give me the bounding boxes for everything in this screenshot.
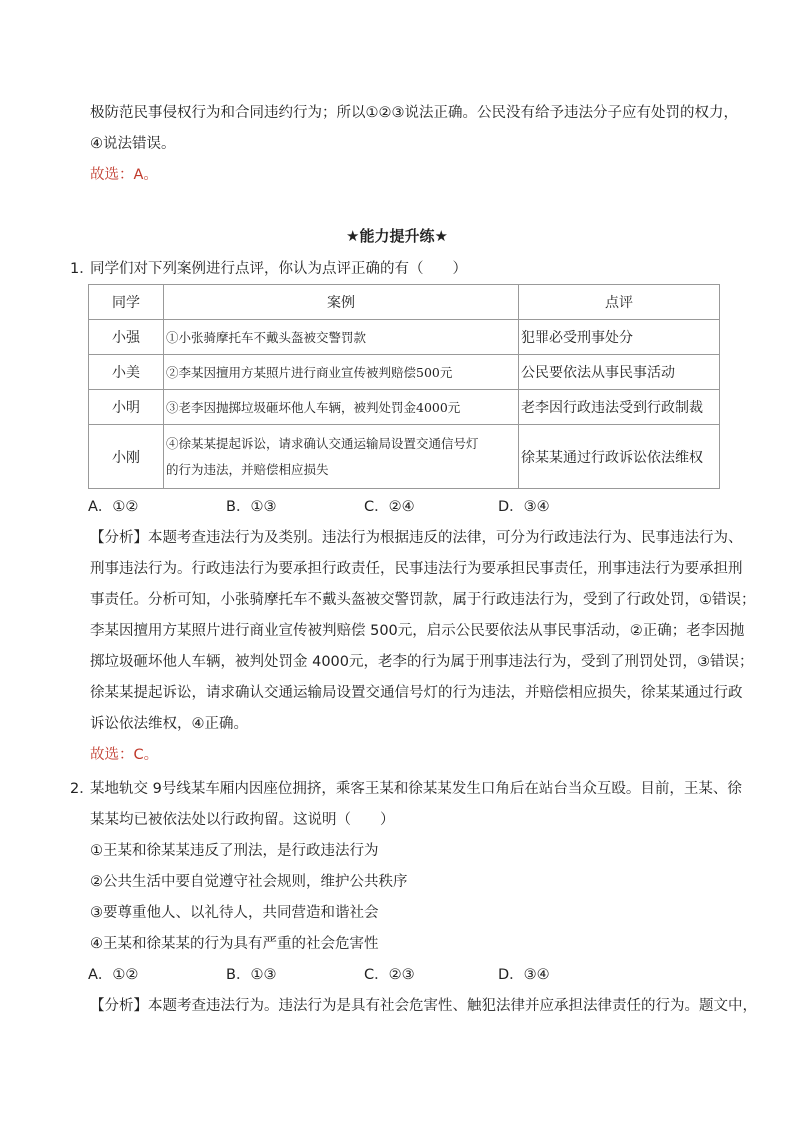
cell-case: ①小张骑摩托车不戴头盔被交警罚款 (164, 320, 519, 355)
analysis-line: 刑事违法行为。行政违法行为要承担行政责任，民事违法行为要承担民事责任，刑事违法行为要承担刑 (90, 561, 743, 577)
statement-item: ①王某和徐某某违反了刑法，是行政违法行为 (90, 843, 379, 859)
option-b: B．①③ (226, 967, 277, 983)
analysis-line: 诉讼依法维权，④正确。 (90, 716, 248, 732)
cell-case: ③老李因抛掷垃圾砸坏他人车辆，被判处罚金4000元 (164, 390, 519, 425)
answer-line: 故选：C。 (90, 747, 159, 763)
statement-item: ④王某和徐某某的行为具有严重的社会危害性 (90, 936, 379, 952)
table-header-row (89, 285, 720, 320)
cell-case-line: 的行为违法，并赔偿相应损失 (166, 461, 329, 477)
cell-comment: 犯罪必受刑事处分 (519, 320, 720, 355)
case-table (88, 284, 720, 489)
option-c: C．②④ (364, 499, 415, 515)
question-stem: 某某均已被依法处以行政拘留。这说明（ ） (90, 812, 395, 828)
option-d: D．③④ (498, 499, 550, 515)
header-case: 案例 (164, 285, 519, 320)
analysis-line: 【分析】本题考查违法行为及类别。违法行为根据违反的法律，可分为行政违法行为、民事违法行为、 (90, 530, 743, 546)
cell-student: 小强 (89, 320, 164, 355)
cell-comment: 徐某某通过行政诉讼依法维权 (519, 425, 720, 489)
analysis-line: 掷垃圾砸坏他人车辆，被判处罚金 4000元，老李的行为属于刑事违法行为，受到了刑罚处罚，③错误； (90, 654, 754, 670)
analysis-line: 【分析】本题考查违法行为。违法行为是具有社会危害性、触犯法律并应承担法律责任的行为。题文中， (90, 998, 757, 1014)
option-a: A．①② (88, 499, 139, 515)
cell-student: 小美 (89, 355, 164, 390)
question-stem: 某地轨交 9号线某车厢内因座位拥挤，乘客王某和徐某某发生口角后在站台当众互殴。目前，王某、徐 (90, 781, 742, 797)
table-row (89, 355, 720, 390)
cell-comment: 老李因行政违法受到行政制裁 (519, 390, 720, 425)
cell-comment: 公民要依法从事民事活动 (519, 355, 720, 390)
answer-line: 故选：A。 (90, 167, 158, 183)
question-stem: 同学们对下列案例进行点评，你认为点评正确的有（ ） (90, 261, 467, 277)
analysis-line: 极防范民事侵权行为和合同违约行为；所以①②③说法正确。公民没有给予违法分子应有处罚的权力， (90, 105, 738, 121)
option-c: C．②③ (364, 967, 415, 983)
table-row (89, 425, 720, 489)
question-number: 1． (70, 261, 94, 277)
cell-case-line: ④徐某某提起诉讼，请求确认交通运输局设置交通信号灯 (166, 435, 479, 451)
table-row (89, 390, 720, 425)
statement-item: ③要尊重他人、以礼待人，共同营造和谐社会 (90, 905, 379, 921)
cell-case: ②李某因擅用方某照片进行商业宣传被判赔偿500元 (164, 355, 519, 390)
analysis-line: 事责任。分析可知，小张骑摩托车不戴头盔被交警罚款，属于行政违法行为，受到了行政处罚，①错误； (90, 592, 756, 608)
analysis-line: 徐某某提起诉讼，请求确认交通运输局设置交通信号灯的行为违法，并赔偿相应损失，徐某某通过行政 (90, 685, 743, 701)
option-b: B．①③ (226, 499, 277, 515)
option-a: A．①② (88, 967, 139, 983)
header-student: 同学 (89, 285, 164, 320)
option-d: D．③④ (498, 967, 550, 983)
cell-student: 小明 (89, 390, 164, 425)
section-title: ★能力提升练★ (346, 227, 448, 245)
header-comment: 点评 (519, 285, 720, 320)
question-number: 2． (70, 781, 94, 797)
table-row (89, 320, 720, 355)
analysis-line: 李某因擅用方某照片进行商业宣传被判赔偿 500元，启示公民要依法从事民事活动，②正确；老李因抛 (90, 623, 745, 639)
analysis-line: ④说法错误。 (90, 136, 176, 152)
cell-case (164, 425, 519, 489)
cell-student: 小刚 (89, 425, 164, 489)
statement-item: ②公共生活中要自觉遵守社会规则，维护公共秩序 (90, 874, 408, 890)
